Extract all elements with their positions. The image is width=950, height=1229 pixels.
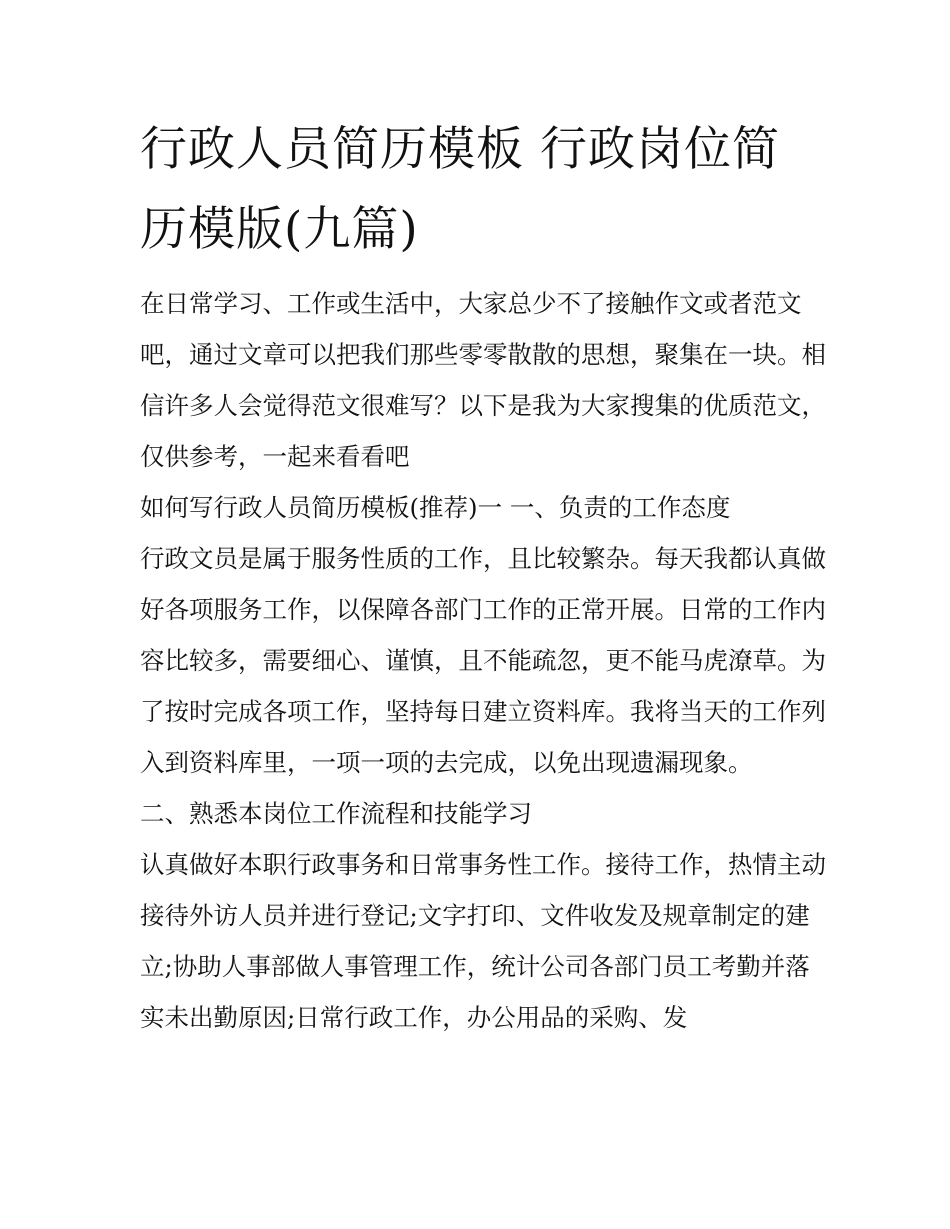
section-2-paragraph: 认真做好本职行政事务和日常事务性工作。接待工作，热情主动接待外访人员并进行登记;文字打印、文件收发及规章制定的建立;协助人事部做人事管理工作，统计公司各部门员工考勤并落实未出勤原因;日常行政工作，办公用品的采购、发 xyxy=(140,850,826,1032)
document-body xyxy=(140,278,830,1043)
section-heading-1: 如何写行政人员简历模板(推荐)一 一、负责的工作态度 xyxy=(140,493,731,522)
section-1-paragraph: 行政文员是属于服务性质的工作，且比较繁杂。每天我都认真做好各项服务工作，以保障各部门工作的正常开展。日常的工作内容比较多，需要细心、谨慎，且不能疏忽，更不能马虎潦草。为了按时完成各项工作，坚持每日建立资料库。我将当天的工作列入到资料库里，一项一项的去完成，以免出现遗漏现象。 xyxy=(140,544,826,777)
document-title: 行政人员简历模板 行政岗位简历模版(九篇) xyxy=(140,122,780,257)
intro-paragraph: 在日常学习、工作或生活中，大家总少不了接触作文或者范文吧，通过文章可以把我们那些零零散散的思想，聚集在一块。相信许多人会觉得范文很难写？以下是我为大家搜集的优质范文，仅供参考，一起来看看吧 xyxy=(140,289,826,471)
section-heading-2: 二、熟悉本岗位工作流程和技能学习 xyxy=(140,799,532,828)
